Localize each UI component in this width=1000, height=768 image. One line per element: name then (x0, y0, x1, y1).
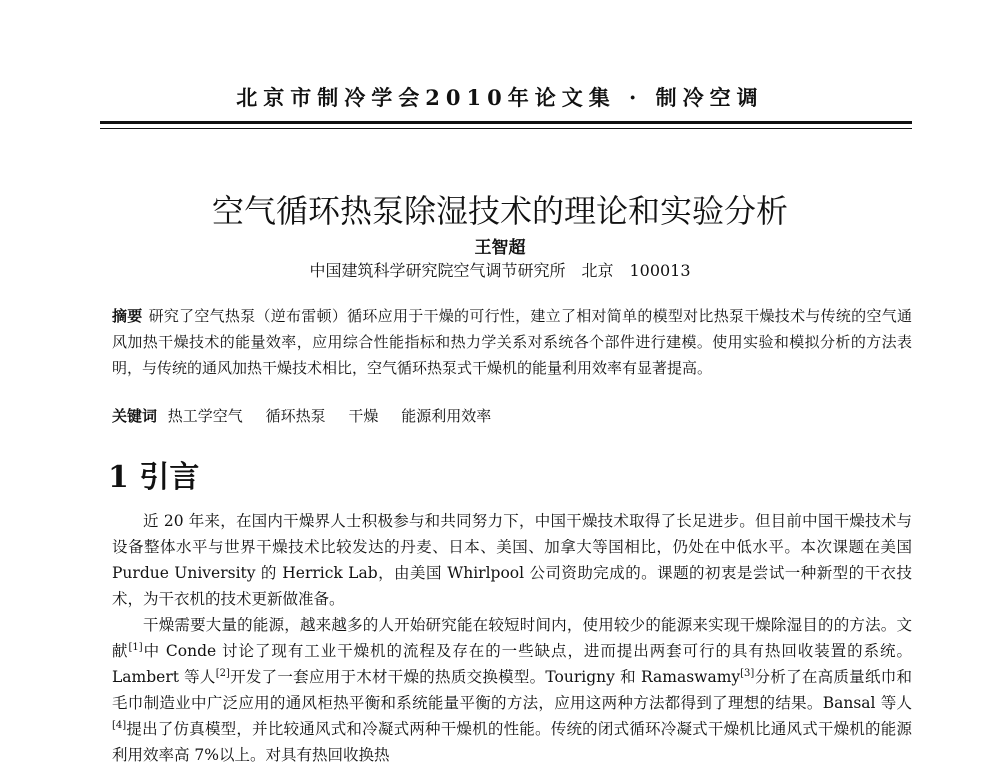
paragraph-1: 近 20 年来，在国内干燥界人士积极参与和共同努力下，中国干燥技术取得了长足进步。但目前中国干燥技术与设备整体水平与世界干燥技术比较发达的丹麦、日本、美国、加拿大等国相比，仍处在中低水平。本次课题在美国 Purdue University 的 Herrick Lab，由美国 Whirlpool 公司资助完成的。课题的初衷是尝试一种新型的干衣技术，为干衣机的技术更新做准备。 (112, 512, 912, 608)
paragraph-text: 干燥需要大量的能源，越来越多的人开始研究能在较短时间内，使用较少的能源来实现干燥除湿目的的方法。文献 (112, 616, 912, 660)
abstract-label: 摘要 (112, 307, 143, 325)
citation-ref: [1] (128, 641, 143, 653)
body-text (112, 508, 912, 768)
keyword-item: 能源利用效率 (401, 407, 492, 425)
citation-ref: [4] (112, 719, 127, 731)
abstract-text: 研究了空气热泵（逆布雷顿）循环应用于干燥的可行性，建立了相对简单的模型对比热泵干燥技术与传统的空气通风加热干燥技术的能量效率，应用综合性能指标和热力学关系对系统各个部件进行建模。使用实验和模拟分析的方法表明，与传统的通风加热干燥技术相比，空气循环热泵式干燥机的能量利用效率有显著提高。 (112, 307, 912, 377)
affiliation: 中国建筑科学研究院空气调节研究所 北京 100013 (309, 261, 691, 280)
paper-title: 空气循环热泵除湿技术的理论和实验分析 (211, 192, 788, 230)
paragraph-2 (112, 612, 912, 768)
abstract (112, 303, 912, 381)
keyword-item: 循环热泵 (265, 407, 326, 425)
paragraph-text: 中 Conde 讨论了现有工业干燥机的流程及存在的一些缺点，进而提出两套可行的具有热回收装置的系统。Lambert 等人 (112, 642, 912, 686)
keyword-item: 热工学空气 (167, 407, 243, 425)
paragraph-text: 分析了在高质量纸巾和毛巾制造业中广泛应用的通风柜热平衡和系统能量平衡的方法，应用这两种方法都得到了理想的结果。Bansal 等人 (112, 668, 912, 712)
header-rule-thin (100, 128, 912, 129)
header-rule-thick (100, 121, 912, 124)
citation-ref: [3] (740, 667, 755, 679)
keyword-item: 干燥 (348, 407, 379, 425)
paragraph-text: 提出了仿真模型，并比较通风式和冷凝式两种干燥机的性能。传统的闭式循环冷凝式干燥机比通风式干燥机的能源利用效率高 7%以上。对具有热回收换热 (112, 720, 912, 764)
author-name: 王智超 (474, 238, 526, 258)
keywords (112, 405, 912, 427)
citation-ref: [2] (215, 667, 230, 679)
section-heading: 1 引言 (108, 460, 200, 495)
running-header: 北京市制冷学会2010年论文集 · 制冷空调 (236, 85, 764, 110)
keywords-label: 关键词 (112, 407, 158, 425)
paragraph-text: 开发了一套应用于木材干燥的热质交换模型。Tourigny 和 Ramaswamy (229, 668, 741, 686)
